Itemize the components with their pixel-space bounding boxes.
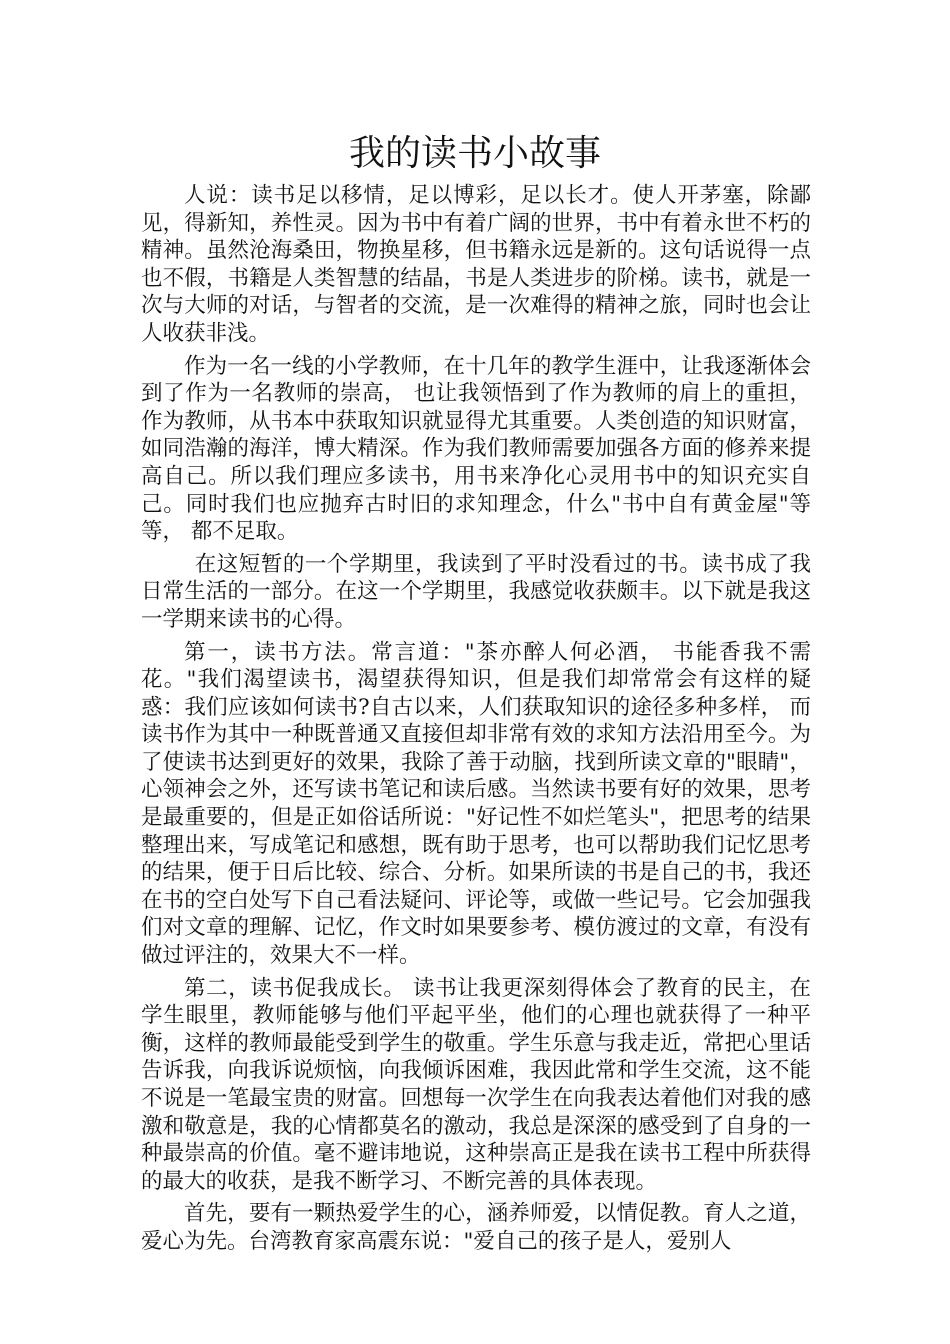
page-title: 我的读书小故事 [348,133,601,174]
paragraph-love-students: 首先，要有一颗热爱学生的心，涵养师爱，以情促教。育人之道，爱心为先。台湾教育家高震东说："爱自己的孩子是人，爱别人 [141,1201,811,1254]
document-body [141,182,811,1261]
paragraph-reading-method: 第一，读书方法。常言道："茶亦醉人何必酒， 书能香我不需花。"我们渴望读书，渴望获得知识，但是我们却常常会有这样的疑惑：我们应该如何读书?自古以来，人们获取知识的途径多种多样， 而读书作为其中一种既普通又直接但却非常有效的求知方法沿用至今。为了使读书达到更好的效果，我除了善于动脑，找到所读文章的"眼睛"，心领神会之外，还写读书笔记和读后感。当然读书要有好的效果，思考是最重要的，但是正如俗话所说："好记性不如烂笔头"，把思考的结果整理出来，写成笔记和感想，既有助于思考，也可以帮助我们记忆思考的结果，便于日后比较、综合、分析。如果所读的书是自己的书，我还在书的空白处写下自己看法疑问、评论等，或做一些记号。它会加强我们对文章的理解、记忆，作文时如果要参考、模仿渡过的文章，有没有做过评注的，效果大不一样。 [141,639,811,969]
paragraph-growth: 第二，读书促我成长。 读书让我更深刻得体会了教育的民主，在学生眼里，教师能够与他们平起平坐，他们的心理也就获得了一种平衡，这样的教师最能受到学生的敬重。学生乐意与我走近，常把心里话告诉我，向我诉说烦恼，向我倾诉困难，我因此常和学生交流，这不能不说是一笔最宝贵的财富。回想每一次学生在向我表达着他们对我的感激和敬意是，我的心情都莫名的激动，我总是深深的感受到了自身的一种最崇高的价值。毫不避讳地说，这种崇高正是我在读书工程中所获得的最大的收获，是我不断学习、不断完善的具体表现。 [141,975,811,1194]
paragraph-teacher: 作为一名一线的小学教师，在十几年的教学生涯中，让我逐渐体会到了作为一名教师的崇高， 也让我领悟到了作为教师的肩上的重担，作为教师，从书本中获取知识就显得尤其重要。人类创造的知识财富，如同浩瀚的海洋，博大精深。作为我们教师需要加强各方面的修养来提高自己。所以我们理应多读书，用书来净化心灵用书中的知识充实自己。同时我们也应抛弃古时旧的求知理念，什么"书中自有黄金屋"等等， 都不足取。 [141,353,811,545]
paragraph-semester: 在这短暂的一个学期里，我读到了平时没看过的书。读书成了我日常生活的一部分。在这一个学期里，我感觉收获颇丰。以下就是我这一学期来读书的心得。 [141,551,811,632]
paragraph-intro: 人说：读书足以移情，足以博彩，足以长才。使人开茅塞，除鄙见，得新知，养性灵。因为书中有着广阔的世界，书中有着永世不朽的精神。虽然沧海桑田，物换星移，但书籍永远是新的。这句话说得一点也不假，书籍是人类智慧的结晶，书是人类进步的阶梯。读书，就是一次与大师的对话，与智者的交流，是一次难得的精神之旅，同时也会让人收获非浅。 [141,183,811,346]
